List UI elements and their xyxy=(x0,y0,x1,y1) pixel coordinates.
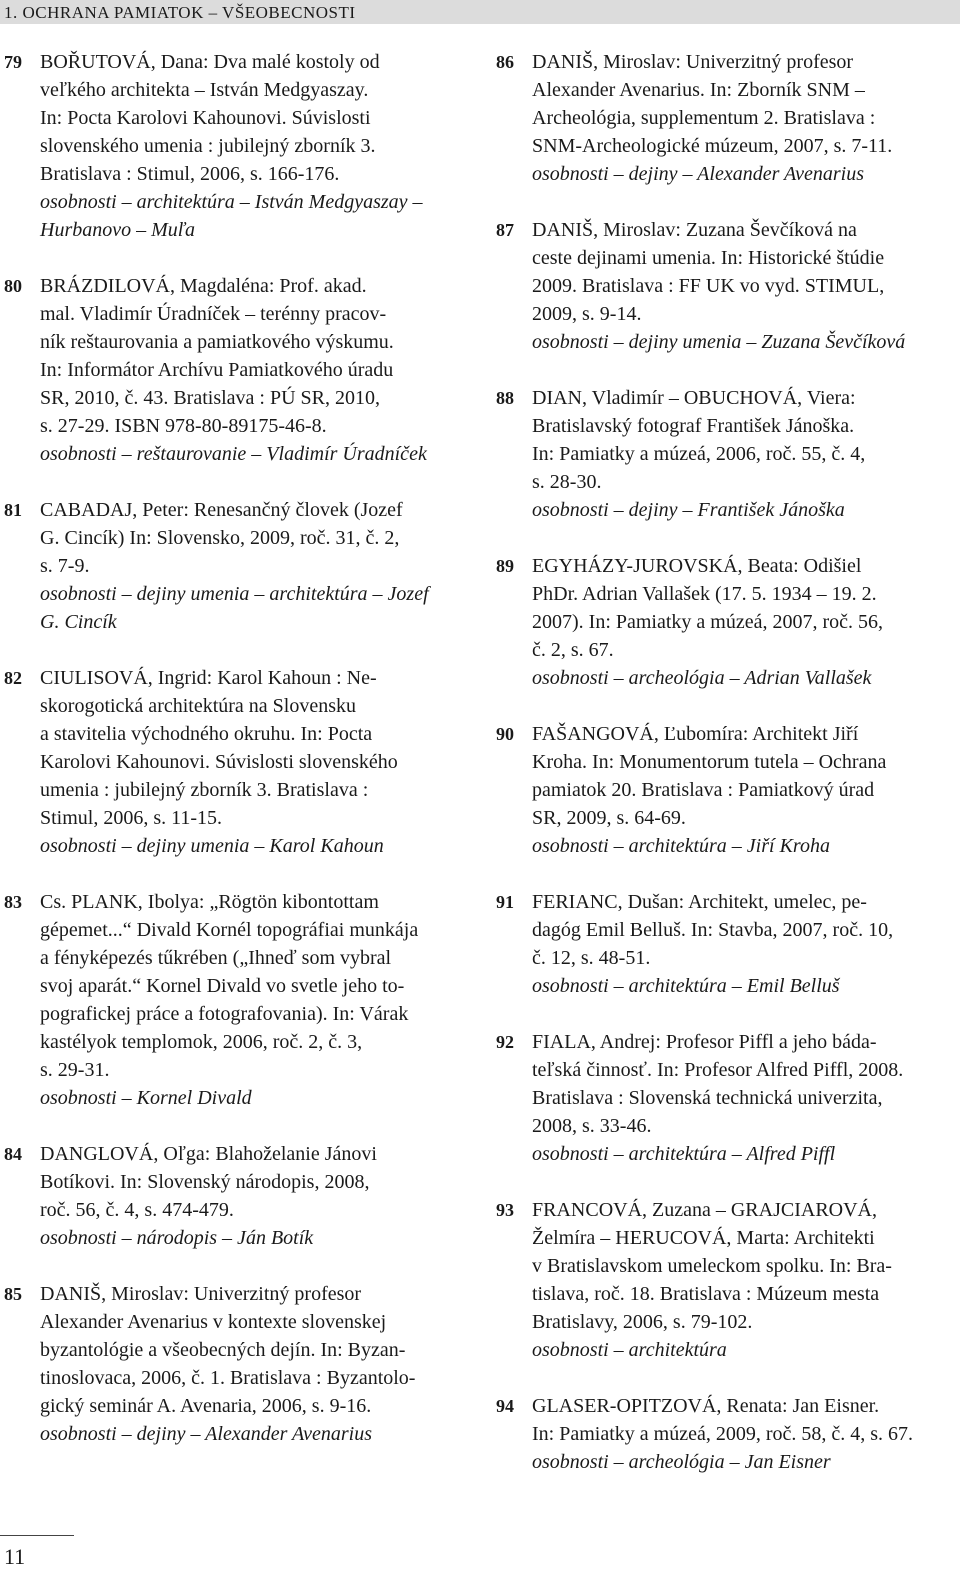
entry-number: 94 xyxy=(496,1396,514,1416)
keywords-line: osobnosti – reštaurovanie – Vladimír Úradníček xyxy=(40,443,427,465)
citation-line: v Bratislavskom umeleckom spolku. In: Bra- xyxy=(532,1255,892,1277)
citation-line: Bratislavský fotograf František Jánoška. xyxy=(532,415,855,437)
citation-line: č. 12, s. 48-51. xyxy=(532,947,651,969)
bibliography-entry xyxy=(4,496,462,636)
citation-line: roč. 56, č. 4, s. 474-479. xyxy=(40,1199,234,1221)
bibliography-entry xyxy=(4,888,462,1112)
entry-body xyxy=(532,720,954,860)
citation-line: Bratislava : Slovenská technická univerzita, xyxy=(532,1087,883,1109)
citation-line: In: Pamiatky a múzeá, 2006, roč. 55, č. 4, xyxy=(532,443,866,465)
keywords-line: osobnosti – dejiny umenia – architektúra – Jozef xyxy=(40,583,429,605)
citation-line: SR, 2009, s. 64-69. xyxy=(532,807,686,829)
keywords-line: osobnosti – dejiny – Alexander Avenarius xyxy=(40,1423,373,1445)
entry-number: 92 xyxy=(496,1032,514,1052)
citation-line: 2007). In: Pamiatky a múzeá, 2007, roč. 56, xyxy=(532,611,884,633)
entry-body xyxy=(40,1140,462,1252)
entry-body xyxy=(40,664,462,860)
citation-line: FIALA, Andrej: Profesor Piffl a jeho báda- xyxy=(532,1031,877,1053)
entry-body xyxy=(532,888,954,1000)
citation-line: 2009. Bratislava : FF UK vo vyd. STIMUL, xyxy=(532,275,885,297)
citation-line: Bratislavy, 2006, s. 79-102. xyxy=(532,1311,753,1333)
entry-body xyxy=(532,48,954,188)
citation-line: tislava, roč. 18. Bratislava : Múzeum mesta xyxy=(532,1283,880,1305)
bibliography-entry xyxy=(4,664,462,860)
entry-number: 81 xyxy=(4,500,22,520)
keywords-line: osobnosti – architektúra – Alfred Piffl xyxy=(532,1143,836,1165)
citation-line: BOŘUTOVÁ, Dana: Dva malé kostoly od xyxy=(40,51,380,73)
keywords-line: osobnosti – Kornel Divald xyxy=(40,1087,252,1109)
bibliography-entry xyxy=(496,552,954,692)
entry-body xyxy=(532,216,954,356)
citation-line: In: Pocta Karolovi Kahounovi. Súvislosti xyxy=(40,107,371,129)
citation-line: Alexander Avenarius v kontexte slovenskej xyxy=(40,1311,387,1333)
bibliography-entry xyxy=(4,272,462,468)
entry-number: 85 xyxy=(4,1284,22,1304)
citation-line: DIAN, Vladimír – OBUCHOVÁ, Viera: xyxy=(532,387,856,409)
citation-line: a fényképezés tűkrében („Ihneď som vybral xyxy=(40,947,392,969)
entry-number: 79 xyxy=(4,52,22,72)
entry-number: 91 xyxy=(496,892,514,912)
citation-line: BRÁZDILOVÁ, Magdaléna: Prof. akad. xyxy=(40,275,367,297)
bibliography-entry xyxy=(496,384,954,524)
entry-body xyxy=(40,272,462,468)
citation-line: FRANCOVÁ, Zuzana – GRAJCIAROVÁ, xyxy=(532,1199,877,1221)
citation-line: umenia : jubilejný zborník 3. Bratislava : xyxy=(40,779,369,801)
keywords-line: osobnosti – architektúra xyxy=(532,1339,727,1361)
citation-line: ník reštaurovania a pamiatkového výskumu. xyxy=(40,331,394,353)
entry-number: 87 xyxy=(496,220,514,240)
citation-line: 2009, s. 9-14. xyxy=(532,303,642,325)
entry-number: 82 xyxy=(4,668,22,688)
citation-line: Cs. PLANK, Ibolya: „Rögtön kibontottam xyxy=(40,891,379,913)
citation-line: skorogotická architektúra na Slovensku xyxy=(40,695,357,717)
keywords-line: osobnosti – architektúra – Jiří Kroha xyxy=(532,835,830,857)
citation-line: CABADAJ, Peter: Renesančný človek (Jozef xyxy=(40,499,403,521)
citation-line: SR, 2010, č. 43. Bratislava : PÚ SR, 2010, xyxy=(40,387,381,409)
bibliography-entry xyxy=(496,888,954,1000)
citation-line: CIULISOVÁ, Ingrid: Karol Kahoun : Ne- xyxy=(40,667,377,689)
keywords-line: osobnosti – dejiny – Alexander Avenarius xyxy=(532,163,865,185)
citation-line: In: Informátor Archívu Pamiatkového úradu xyxy=(40,359,394,381)
citation-line: pografickej práce a fotografovania). In: Várak xyxy=(40,1003,409,1025)
keywords-line: osobnosti – dejiny umenia – Zuzana Ševčíková xyxy=(532,331,906,353)
citation-line: Kroha. In: Monumentorum tutela – Ochrana xyxy=(532,751,887,773)
citation-line: s. 27-29. ISBN 978-80-89175-46-8. xyxy=(40,415,327,437)
citation-line: a stavitelia východného okruhu. In: Pocta xyxy=(40,723,373,745)
citation-line: gický seminár A. Avenaria, 2006, s. 9-16. xyxy=(40,1395,372,1417)
page-number: 11 xyxy=(4,1544,26,1569)
keywords-line: osobnosti – národopis – Ján Botík xyxy=(40,1227,314,1249)
entry-number: 90 xyxy=(496,724,514,744)
citation-line: PhDr. Adrian Vallašek (17. 5. 1934 – 19. 2. xyxy=(532,583,877,605)
entry-number: 84 xyxy=(4,1144,22,1164)
entry-number: 80 xyxy=(4,276,22,296)
footer-rule xyxy=(0,1535,74,1536)
citation-line: svoj aparát.“ Kornel Divald vo svetle jeho to- xyxy=(40,975,405,997)
keywords-line: Hurbanovo – Muľa xyxy=(40,219,196,241)
page-header: 1. OCHRANA PAMIATOK – VŠEOBECNOSTI xyxy=(0,0,960,24)
bibliography-entry xyxy=(4,1280,462,1448)
bibliography-entry xyxy=(496,1028,954,1168)
entry-number: 93 xyxy=(496,1200,514,1220)
citation-line: DANIŠ, Miroslav: Zuzana Ševčíková na xyxy=(532,219,857,241)
citation-line: slovenského umenia : jubilejný zborník 3. xyxy=(40,135,376,157)
citation-line: FERIANC, Dušan: Architekt, umelec, pe- xyxy=(532,891,867,913)
entry-body xyxy=(532,552,954,692)
entry-body xyxy=(40,496,462,636)
citation-line: byzantológie a všeobecných dejín. In: Byzan- xyxy=(40,1339,406,1361)
citation-line: tinoslovaca, 2006, č. 1. Bratislava : Byzantolo- xyxy=(40,1367,416,1389)
citation-line: ceste dejinami umenia. In: Historické štúdie xyxy=(532,247,885,269)
citation-line: DANIŠ, Miroslav: Univerzitný profesor xyxy=(40,1283,362,1305)
citation-line: Stimul, 2006, s. 11-15. xyxy=(40,807,223,829)
keywords-line: osobnosti – archeológia – Adrian Vallašek xyxy=(532,667,872,689)
entry-body xyxy=(532,1392,954,1476)
citation-line: In: Pamiatky a múzeá, 2009, roč. 58, č. 4, s. 67. xyxy=(532,1423,914,1445)
citation-line: Karolovi Kahounovi. Súvislosti slovenského xyxy=(40,751,398,773)
right-column xyxy=(496,48,954,1476)
keywords-line: osobnosti – architektúra – István Medgyaszay – xyxy=(40,191,423,213)
bibliography-entry xyxy=(496,48,954,188)
citation-line: 2008, s. 33-46. xyxy=(532,1115,652,1137)
citation-line: GLASER-OPITZOVÁ, Renata: Jan Eisner. xyxy=(532,1395,880,1417)
citation-line: SNM-Archeologické múzeum, 2007, s. 7-11. xyxy=(532,135,893,157)
bibliography-entry xyxy=(4,1140,462,1252)
citation-line: s. 28-30. xyxy=(532,471,602,493)
citation-line: kastélyok templomok, 2006, roč. 2, č. 3, xyxy=(40,1031,363,1053)
entry-number: 83 xyxy=(4,892,22,912)
citation-line: gépemet...“ Divald Kornél topográfiai munkája xyxy=(40,919,419,941)
citation-line: Želmíra – HERUCOVÁ, Marta: Architekti xyxy=(532,1227,875,1249)
citation-line: DANIŠ, Miroslav: Univerzitný profesor xyxy=(532,51,854,73)
citation-line: G. Cincík) In: Slovensko, 2009, roč. 31, č. 2, xyxy=(40,527,400,549)
bibliography-entry xyxy=(496,1392,954,1476)
citation-line: s. 29-31. xyxy=(40,1059,110,1081)
keywords-line: osobnosti – dejiny umenia – Karol Kahoun xyxy=(40,835,384,857)
bibliography-entry xyxy=(496,1196,954,1364)
keywords-line: G. Cincík xyxy=(40,611,117,633)
entry-number: 89 xyxy=(496,556,514,576)
entry-body xyxy=(40,1280,462,1448)
entry-body xyxy=(532,384,954,524)
keywords-line: osobnosti – dejiny – František Jánoška xyxy=(532,499,845,521)
citation-line: č. 2, s. 67. xyxy=(532,639,614,661)
citation-line: EGYHÁZY-JUROVSKÁ, Beata: Odišiel xyxy=(532,555,862,577)
left-column xyxy=(4,48,462,1448)
entry-body xyxy=(40,48,462,244)
citation-line: Alexander Avenarius. In: Zborník SNM – xyxy=(532,79,865,101)
entry-number: 86 xyxy=(496,52,514,72)
bibliography-entry xyxy=(4,48,462,244)
entry-body xyxy=(532,1196,954,1364)
entry-body xyxy=(40,888,462,1112)
citation-line: dagóg Emil Belluš. In: Stavba, 2007, roč. 10, xyxy=(532,919,894,941)
entry-body xyxy=(532,1028,954,1168)
citation-line: teľská činnosť. In: Profesor Alfred Piffl, 2008. xyxy=(532,1059,904,1081)
keywords-line: osobnosti – architektúra – Emil Belluš xyxy=(532,975,840,997)
citation-line: mal. Vladimír Úradníček – terénny pracov- xyxy=(40,303,387,325)
citation-line: FAŠANGOVÁ, Ľubomíra: Architekt Jiří xyxy=(532,723,859,745)
citation-line: s. 7-9. xyxy=(40,555,90,577)
citation-line: DANGLOVÁ, Oľga: Blahoželanie Jánovi xyxy=(40,1143,377,1165)
citation-line: Archeológia, supplementum 2. Bratislava : xyxy=(532,107,876,129)
citation-line: Botíkovi. In: Slovenský národopis, 2008, xyxy=(40,1171,370,1193)
citation-line: veľkého architekta – István Medgyaszay. xyxy=(40,79,369,101)
bibliography-entry xyxy=(496,216,954,356)
keywords-line: osobnosti – archeológia – Jan Eisner xyxy=(532,1451,831,1473)
citation-line: Bratislava : Stimul, 2006, s. 166-176. xyxy=(40,163,340,185)
entry-number: 88 xyxy=(496,388,514,408)
citation-line: pamiatok 20. Bratislava : Pamiatkový úrad xyxy=(532,779,875,801)
bibliography-entry xyxy=(496,720,954,860)
